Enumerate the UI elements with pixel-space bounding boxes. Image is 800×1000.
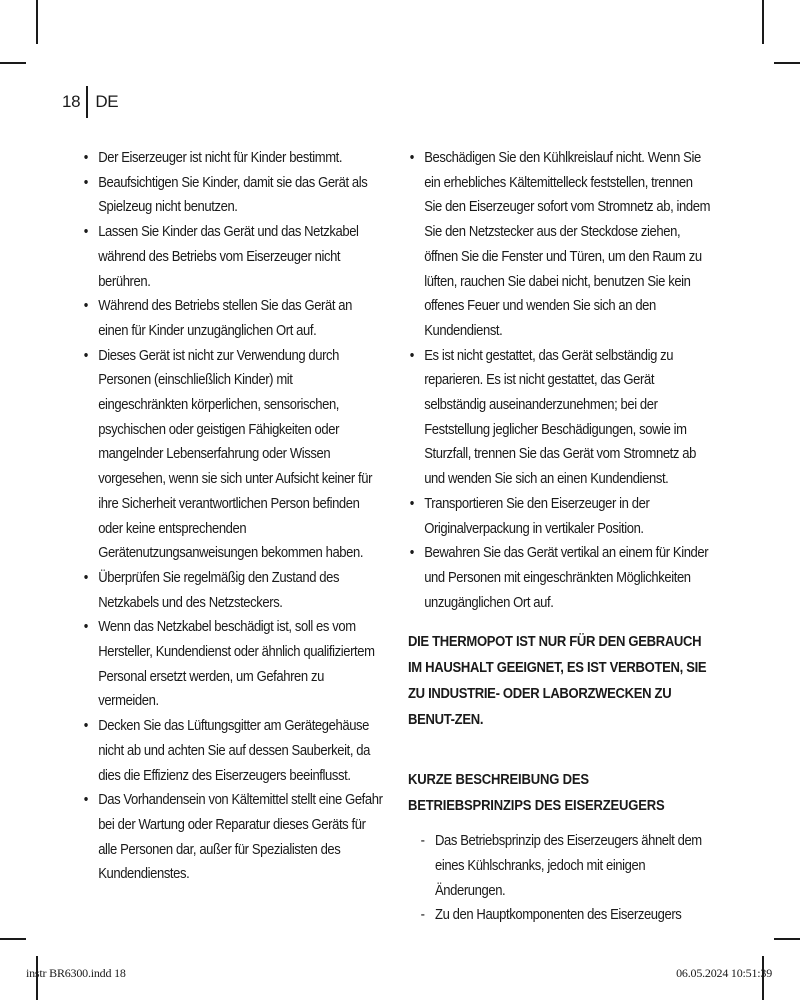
footer-file-info: instr BR6300.indd 18 bbox=[26, 966, 126, 980]
list-item: • Das Vorhandensein von Kältemittel stellt eine Gefahr bei der Wartung oder Reparatur dieses Geräts für alle Personen dar, außer für Spezialisten des Kundendienstes. bbox=[82, 788, 384, 887]
list-item: • Bewahren Sie das Gerät vertikal an einem für Kinder und Personen mit eingeschränkten Möglichkeiten unzugänglichen Ort auf. bbox=[408, 541, 712, 615]
language-code: DE bbox=[95, 92, 119, 111]
crop-mark-bottom-left-h bbox=[0, 938, 26, 940]
list-item: • Beschädigen Sie den Kühlkreislauf nicht. Wenn Sie ein erhebliches Kältemittelleck feststellen, trennen Sie den Eiserzeuger sofort vom Stromnetz ab, indem Sie den Netzstecker aus der Steckdose ziehen, öffnen Sie die Fenster und Türen, um den Raum zu lüften, rauchen Sie dabei nicht, benutzen Sie kein offenes Feuer und wenden Sie sich an den Kundendienst. bbox=[408, 146, 712, 344]
list-item: • Der Eiserzeuger ist nicht für Kinder bestimmt. bbox=[82, 146, 384, 171]
list-item: • Lassen Sie Kinder das Gerät und das Netzkabel während des Betriebs vom Eiserzeuger nicht berühren. bbox=[82, 220, 384, 294]
page-header bbox=[62, 86, 118, 118]
crop-mark-top-right-h bbox=[774, 62, 800, 64]
crop-mark-top-right-v bbox=[762, 0, 764, 44]
list-item: • Wenn das Netzkabel beschädigt ist, soll es vom Hersteller, Kundendienst oder ähnlich qualifiziertem Personal ersetzt werden, um Gefahren zu vermeiden. bbox=[82, 615, 384, 714]
usage-warning: DIE THERMOPOT IST NUR FÜR DEN GEBRAUCH IM HAUSHALT GEEIGNET, ES IST VERBOTEN, SIE ZU INDUSTRIE- ODER LABORZWECKEN ZU BENUT-ZEN. bbox=[408, 634, 707, 729]
crop-mark-bottom-right-h bbox=[774, 938, 800, 940]
left-column bbox=[82, 146, 384, 887]
crop-mark-top-left-h bbox=[0, 62, 26, 64]
list-item: • Dieses Gerät ist nicht zur Verwendung durch Personen (einschließlich Kinder) mit eingeschränkten körperlichen, sensorischen, psychischen oder geistigen Fähigkeiten oder mangelnder Lebenserfahrung oder Wissen vorgesehen, wenn sie sich unter Aufsicht keiner für ihre Sicherheit verantwortlichen Person befinden oder keine entsprechenden Gerätenutzungsanweisungen bekommen haben. bbox=[82, 344, 384, 566]
list-item: • Decken Sie das Lüftungsgitter am Gerätegehäuse nicht ab und achten Sie auf dessen Sauberkeit, da dies die Effizienz des Eiserzeugers beeinflusst. bbox=[82, 714, 384, 788]
page-number: 18 bbox=[62, 92, 81, 111]
header-separator bbox=[86, 86, 88, 118]
list-item: • Beaufsichtigen Sie Kinder, damit sie das Gerät als Spielzeug nicht benutzen. bbox=[82, 171, 384, 220]
right-bullet-list bbox=[408, 146, 712, 615]
list-item: • Es ist nicht gestattet, das Gerät selbständig zu reparieren. Es ist nicht gestattet, das Gerät selbständig auseinanderzunehmen; bei der Feststellung jeglicher Beschädigungen, sowie im Sturzfall, trennen Sie das Gerät vom Stromnetz ab und wenden Sie sich an einen Kundendienst. bbox=[408, 344, 712, 492]
list-item: • Überprüfen Sie regelmäßig den Zustand des Netzkabels und des Netzsteckers. bbox=[82, 566, 384, 615]
list-item: • Transportieren Sie den Eiserzeuger in der Originalverpackung in vertikaler Position. bbox=[408, 492, 712, 541]
list-item: - Zu den Hauptkomponenten des Eiserzeugers bbox=[421, 903, 713, 928]
crop-mark-top-left-v bbox=[36, 0, 38, 44]
list-item: - Das Betriebsprinzip des Eiserzeugers ähnelt dem eines Kühlschranks, jedoch mit einigen Änderungen. bbox=[421, 829, 713, 903]
dash-list bbox=[421, 829, 713, 928]
list-item: • Während des Betriebs stellen Sie das Gerät an einen für Kinder unzugänglichen Ort auf. bbox=[82, 294, 384, 343]
left-bullet-list bbox=[82, 146, 384, 887]
section-heading: KURZE BESCHREIBUNG DES BETRIEBSPRINZIPS DES EISERZEUGERS bbox=[408, 772, 665, 815]
footer-timestamp: 06.05.2024 10:51:39 bbox=[676, 966, 772, 980]
right-column bbox=[408, 146, 712, 928]
